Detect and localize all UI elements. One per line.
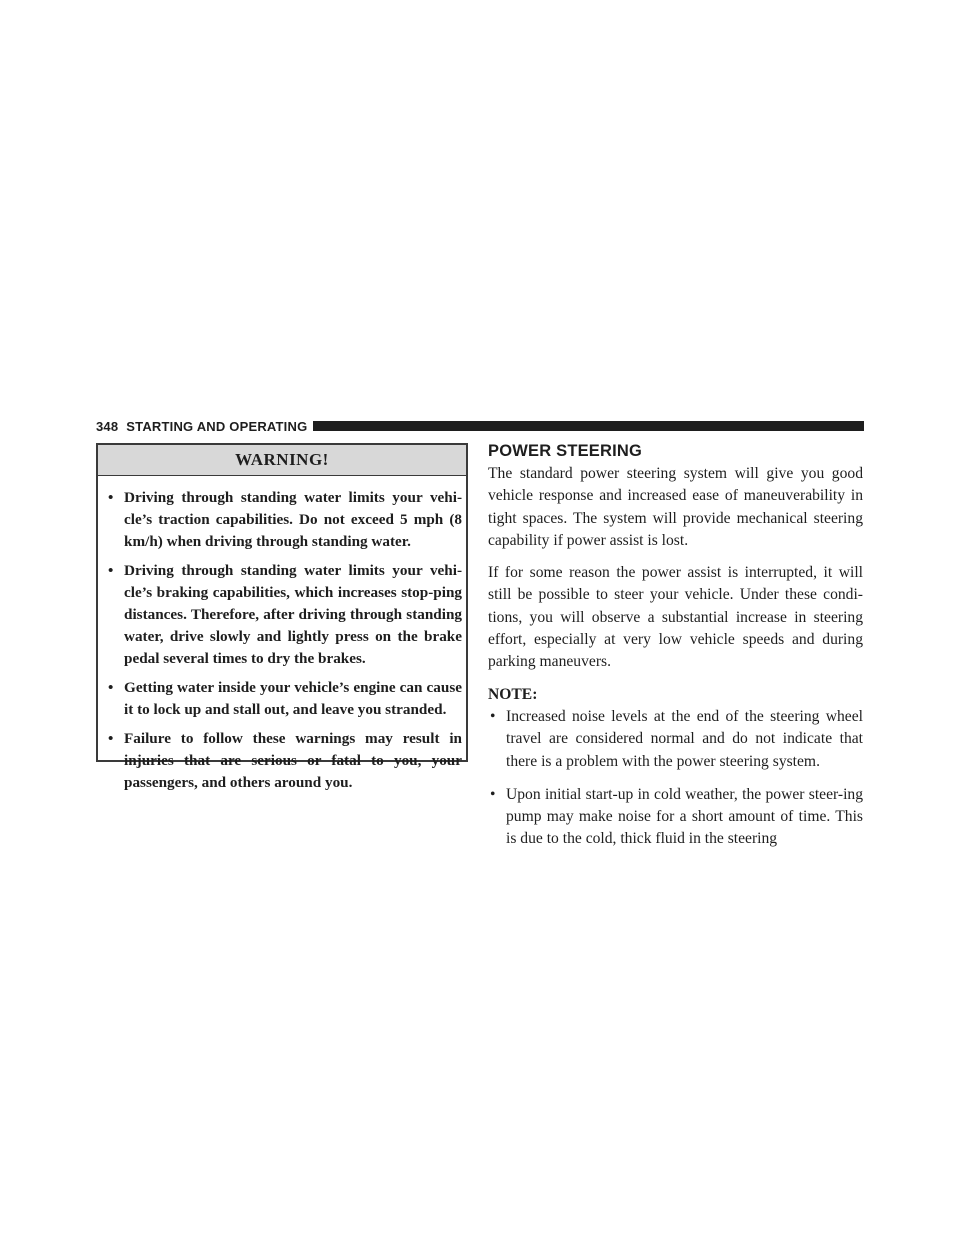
note-label: NOTE: xyxy=(488,685,538,703)
bullet-icon: • xyxy=(108,730,114,747)
bullet-icon: • xyxy=(108,679,114,696)
section-name: STARTING AND OPERATING xyxy=(126,418,308,434)
note-item xyxy=(488,784,863,851)
warning-box xyxy=(96,443,468,791)
warning-item xyxy=(108,560,462,670)
note-item xyxy=(488,706,863,773)
warning-list xyxy=(98,476,466,794)
note-item-text: Upon initial start-up in cold weather, the power steer-ing pump may make noise for a short amount of time. This is due to the cold, thick fluid in the steering xyxy=(506,785,863,848)
header-rule xyxy=(313,421,864,431)
warning-item xyxy=(108,677,462,721)
warning-item-text: Driving through standing water limits your vehi-cle’s traction capabilities. Do not exceed 5 mph (8 km/h) when driving through standing water. xyxy=(124,489,462,550)
bullet-icon: • xyxy=(108,562,114,579)
section-title: POWER STEERING xyxy=(488,442,643,460)
paragraph: The standard power steering system will give you good vehicle response and increased ease of maneuverability in tight spaces. The system will provide mechanical steering capability if power assist is lost. xyxy=(488,465,863,549)
warning-item xyxy=(108,728,462,794)
bullet-icon: • xyxy=(108,489,114,506)
warning-item-text: Failure to follow these warnings may result in injuries that are serious or fatal to you, your passengers, and others around you. xyxy=(124,730,462,791)
note-list xyxy=(488,706,863,851)
warning-item-text: Driving through standing water limits your vehi-cle’s braking capabilities, which increases stop-ping distances. Therefore, after driving through standing water, drive slowly and lightly press on the brake pedal several times to dry the brakes. xyxy=(124,562,462,667)
note-item-text: Increased noise levels at the end of the steering wheel travel are considered normal and do not indicate that there is a problem with the power steering system. xyxy=(506,707,863,770)
page-number: 348 xyxy=(96,418,119,434)
bullet-icon: • xyxy=(490,785,496,803)
power-steering-section xyxy=(488,441,863,862)
bullet-icon: • xyxy=(490,707,496,725)
header-text xyxy=(96,419,307,434)
page-header xyxy=(96,418,864,434)
warning-item xyxy=(108,487,462,553)
warning-item-text: Getting water inside your vehicle’s engine can cause it to lock up and stall out, and leave you stranded. xyxy=(124,679,462,718)
warning-title: WARNING! xyxy=(98,445,466,476)
paragraph: If for some reason the power assist is interrupted, it will still be possible to steer your vehicle. Under these condi-tions, you will observe a substantial increase in steering effort, especially at very low vehicle speeds and during parking maneuvers. xyxy=(488,564,863,671)
